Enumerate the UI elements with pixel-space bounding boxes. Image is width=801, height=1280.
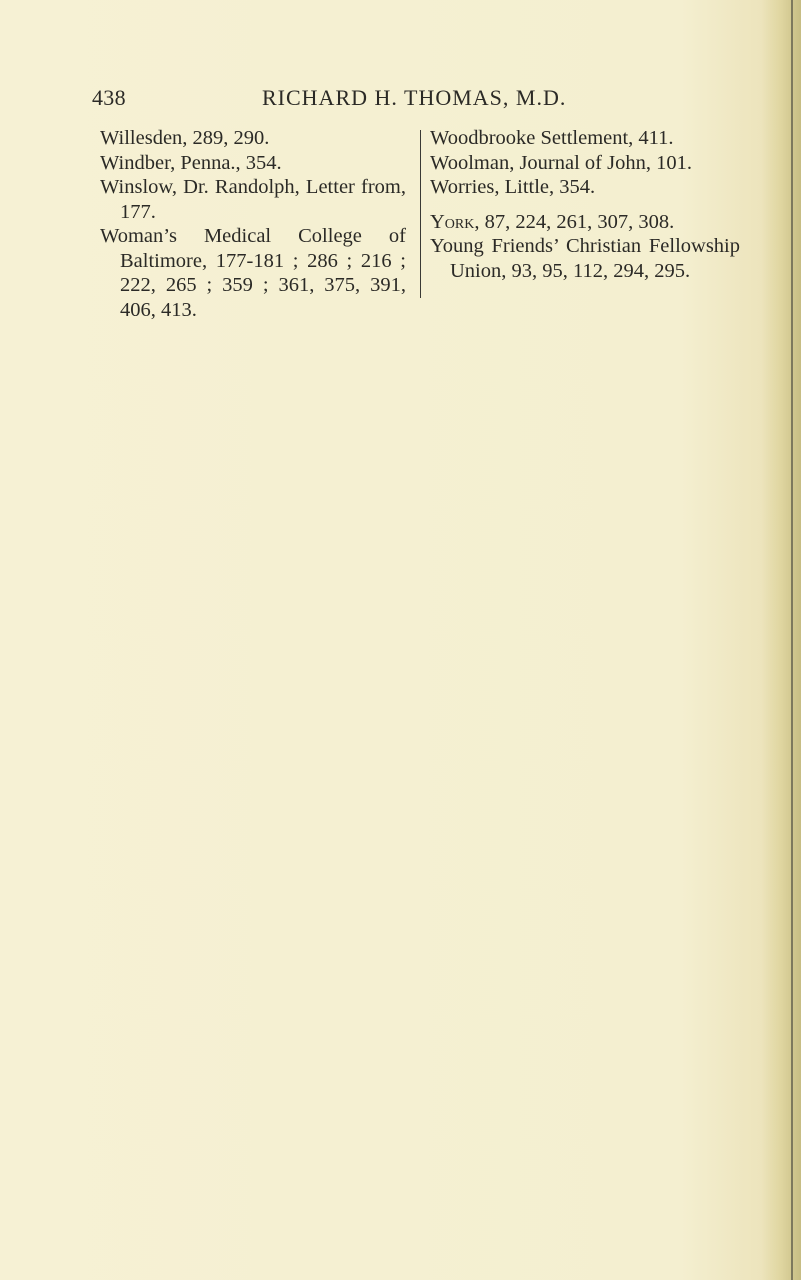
page-header bbox=[92, 85, 752, 115]
index-entry: Winslow, Dr. Randolph, Letter from, 177. bbox=[100, 176, 406, 223]
index-column-left bbox=[100, 126, 406, 322]
index-entry: Willesden, 289, 290. bbox=[100, 127, 270, 149]
page-edge-shadow bbox=[761, 0, 801, 1280]
page-number: 438 bbox=[92, 85, 126, 110]
column-divider bbox=[420, 130, 421, 298]
running-head: RICHARD H. THOMAS, M.D. bbox=[262, 85, 567, 110]
index-entry: Young Friends’ Christian Fellowship Union, 93, 95, 112, 294, 295. bbox=[430, 235, 740, 282]
index-entry: Windber, Penna., 354. bbox=[100, 151, 282, 174]
index-entry: Woman’s Medical College of Baltimore, 177-181 ; 286 ; 216 ; 222, 265 ; 359 ; 361, 375, 391, 406, 413. bbox=[100, 225, 406, 321]
index-entry: Woodbrooke Settlement, 411. bbox=[430, 127, 674, 149]
index-entry: York, 87, 224, 261, 307, 308. bbox=[430, 210, 675, 233]
index-entry: Worries, Little, 354. bbox=[430, 176, 596, 198]
index-column-right bbox=[430, 126, 740, 283]
index-entry: Woolman, Journal of John, 101. bbox=[430, 151, 692, 174]
page-edge-line bbox=[791, 0, 793, 1280]
